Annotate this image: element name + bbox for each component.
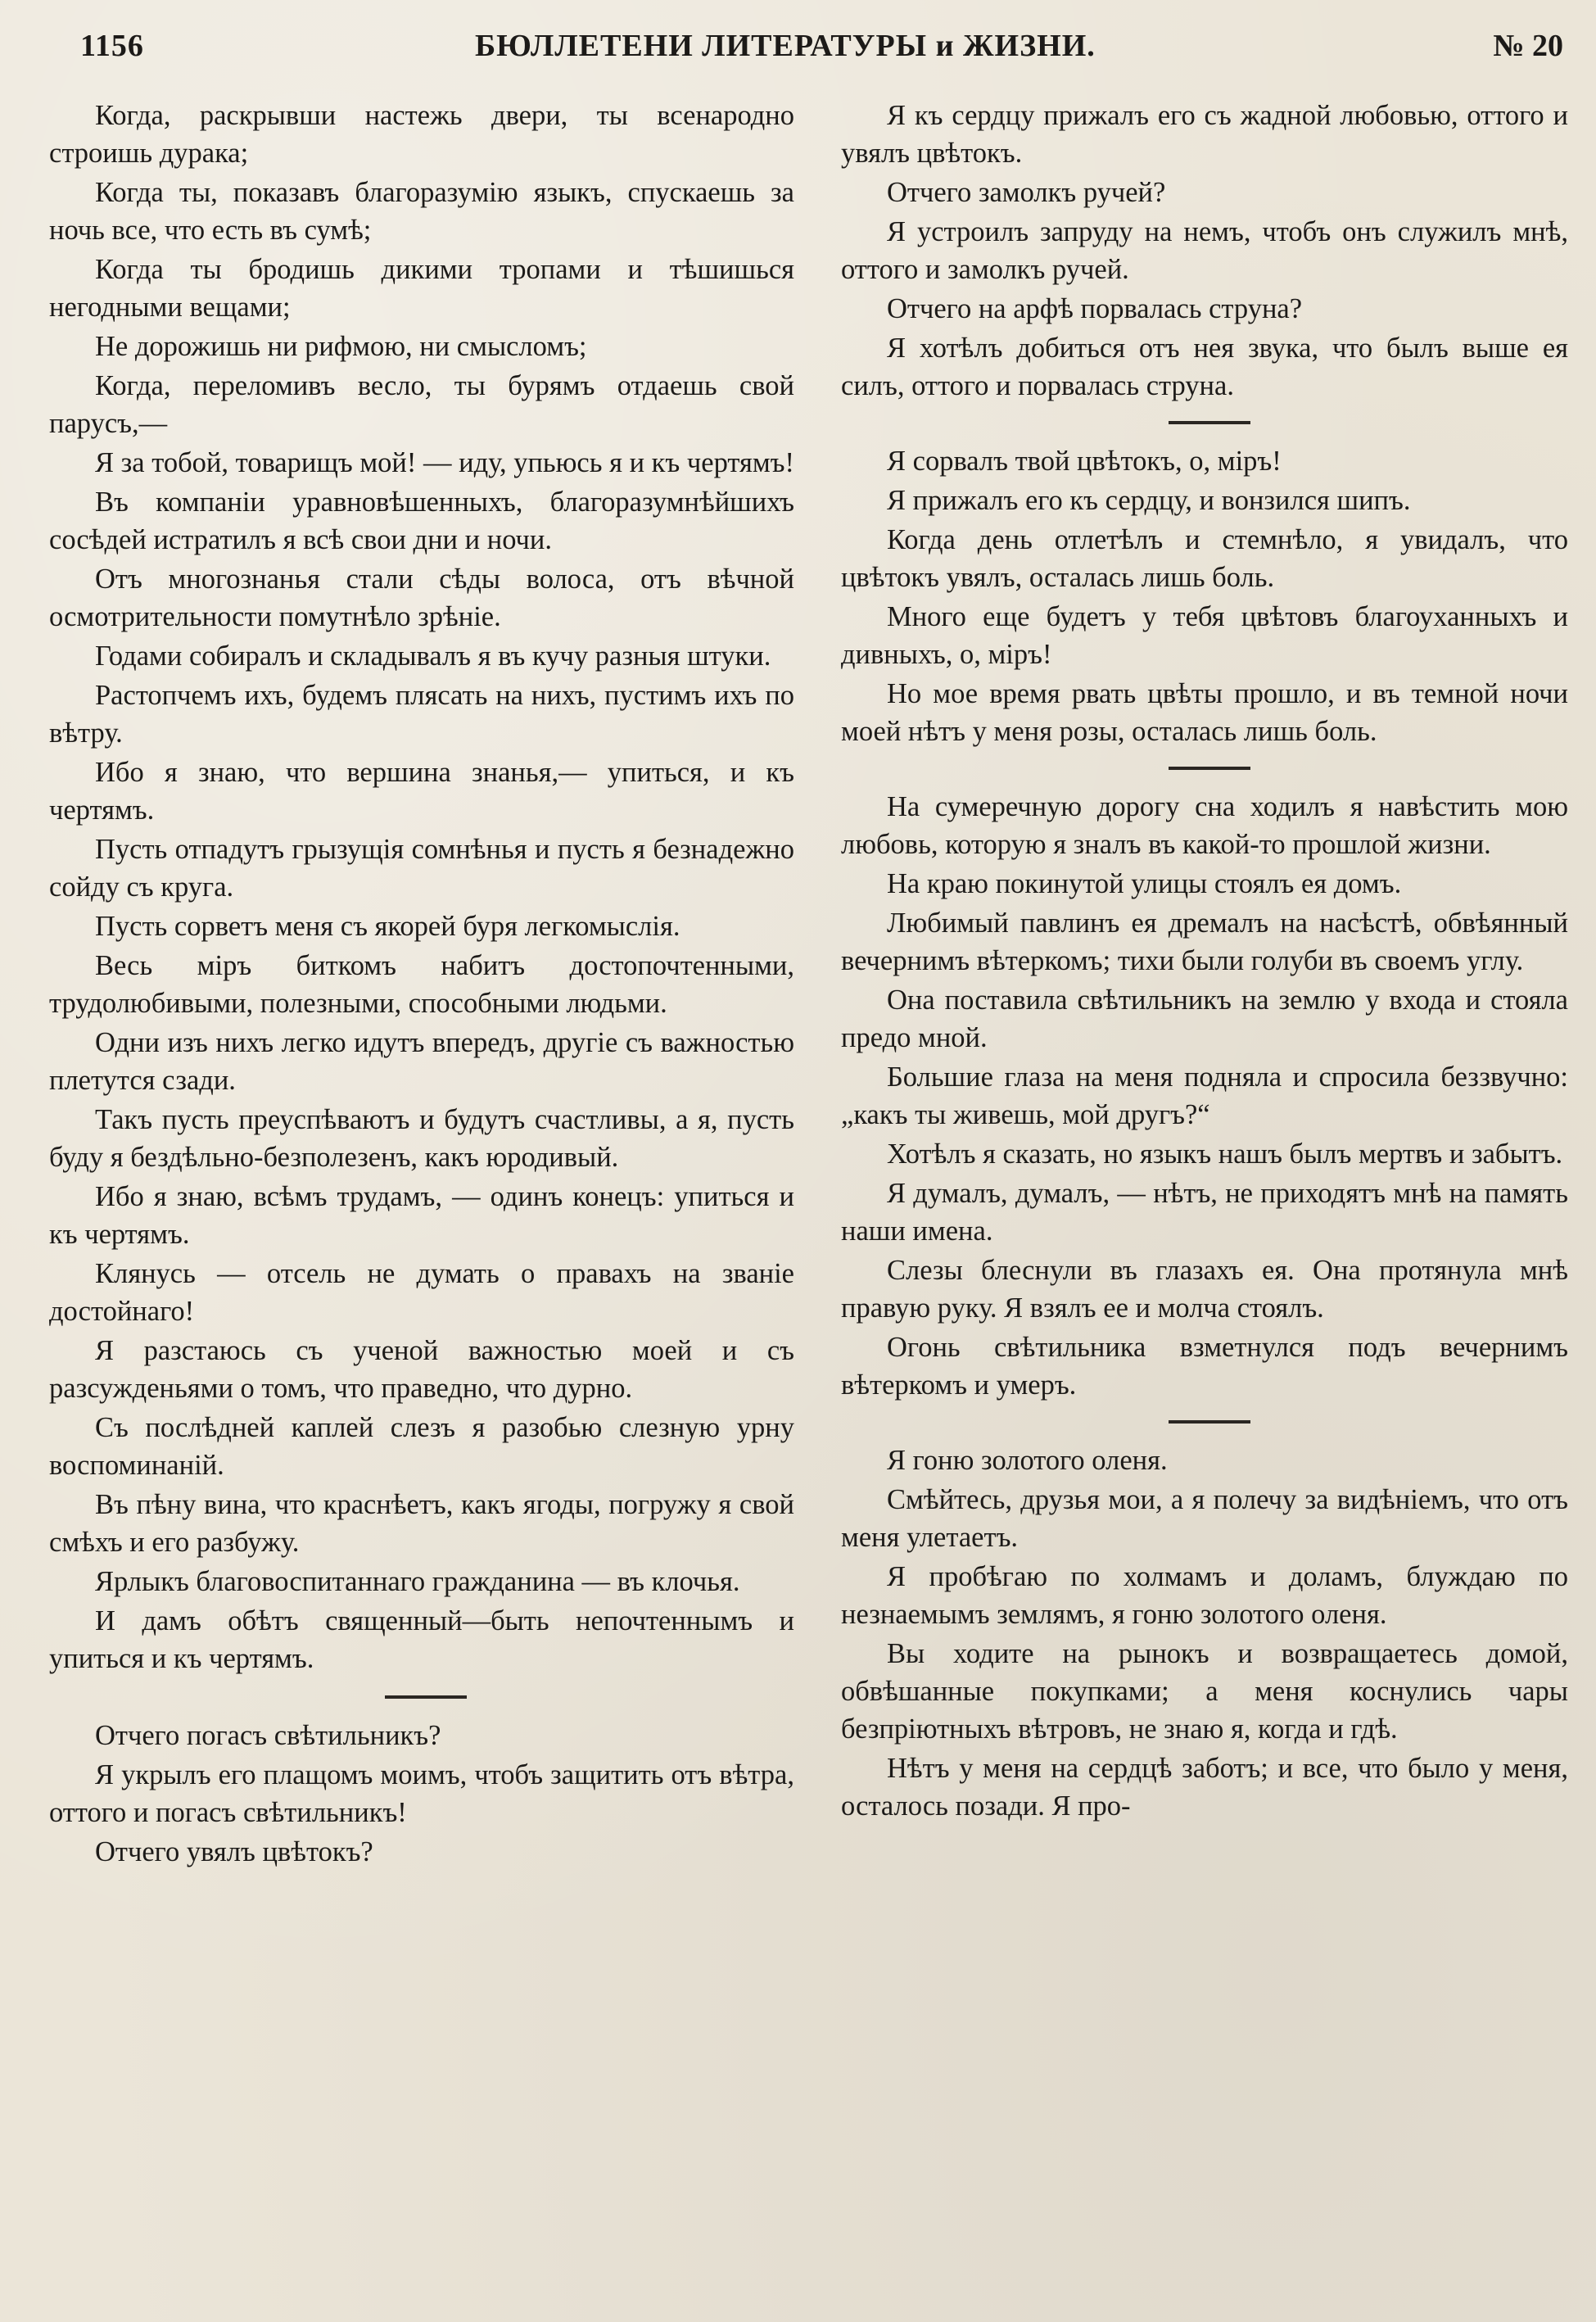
- right-column-section-1: [841, 97, 1568, 405]
- paragraph: Въ пѣну вина, что краснѣетъ, какъ ягоды, погружу я свой смѣхъ и его разбужу.: [49, 1489, 794, 1558]
- paragraph: Когда, раскрывши настежь двери, ты всенародно строишь дурака;: [49, 100, 794, 169]
- section-separator: [1169, 1420, 1250, 1424]
- paragraph: Я къ сердцу прижалъ его съ жадной любовью, оттого и увялъ цвѣтокъ.: [841, 100, 1568, 169]
- paragraph: Огонь свѣтильника взметнулся подъ вечернимъ вѣтеркомъ и умеръ.: [841, 1332, 1568, 1401]
- paragraph: Я устроилъ запруду на немъ, чтобъ онъ служилъ мнѣ, оттого и замолкъ ручей.: [841, 216, 1568, 285]
- paragraph: Когда ты бродишь дикими тропами и тѣшишься негодными вещами;: [49, 254, 794, 323]
- paragraph: Растопчемъ ихъ, будемъ плясать на нихъ, пустимъ ихъ по вѣтру.: [49, 680, 794, 749]
- section-separator: [1169, 767, 1250, 770]
- paragraph: Любимый павлинъ ея дремалъ на насѣстѣ, обвѣянный вечернимъ вѣтеркомъ; тихи были голуби въ своемъ углу.: [841, 908, 1568, 976]
- paragraph: Ибо я знаю, всѣмъ трудамъ, — одинъ конецъ: упиться и къ чертямъ.: [49, 1181, 794, 1250]
- paragraph: Когда день отлетѣлъ и стемнѣло, я увидалъ, что цвѣтокъ увялъ, осталась лишь боль.: [841, 524, 1568, 593]
- paragraph: Когда ты, показавъ благоразумію языкъ, спускаешь за ночь все, что есть въ сумѣ;: [49, 177, 794, 246]
- paragraph: Пусть сорветъ меня съ якорей буря легкомыслія.: [95, 911, 680, 942]
- right-column: [841, 97, 1568, 1826]
- paragraph: Клянусь — отсель не думать о правахъ на званіе достойнаго!: [49, 1258, 794, 1327]
- paragraph: Отчего увялъ цвѣтокъ?: [95, 1836, 373, 1867]
- left-column: [49, 97, 794, 1872]
- paragraph: Когда, переломивъ весло, ты бурямъ отдаешь свой парусъ,—: [49, 370, 794, 439]
- right-column-section-3: [841, 788, 1568, 1404]
- page-number: 1156: [80, 29, 144, 63]
- section-separator: [1169, 421, 1250, 424]
- paragraph: И дамъ обѣтъ священный—быть непочтеннымъ и упиться и къ чертямъ.: [49, 1605, 794, 1674]
- page-header: [74, 21, 1563, 79]
- paragraph: Я сорвалъ твой цвѣтокъ, о, міръ!: [887, 446, 1282, 477]
- paragraph: Много еще будетъ у тебя цвѣтовъ благоуханныхъ и дивныхъ, о, міръ!: [841, 601, 1568, 670]
- paragraph: Въ компаніи уравновѣшенныхъ, благоразумнѣйшихъ сосѣдей истратилъ я всѣ свои дни и ночи.: [49, 487, 794, 555]
- paragraph: Весь міръ биткомъ набитъ достопочтенными, трудолюбивыми, полезными, способными людьми.: [49, 950, 794, 1019]
- paragraph: Годами собиралъ и складывалъ я въ кучу разныя штуки.: [95, 640, 771, 672]
- paragraph: Я думалъ, думалъ, — нѣтъ, не приходятъ мнѣ на память наши имена.: [841, 1178, 1568, 1247]
- paragraph: Я гоню золотого оленя.: [887, 1445, 1168, 1476]
- paragraph: На краю покинутой улицы стоялъ ея домъ.: [887, 868, 1402, 899]
- paragraph: Пусть отпадутъ грызущія сомнѣнья и пусть я безнадежно сойду съ круга.: [49, 834, 794, 903]
- paragraph: Большие глаза на меня подняла и спросила беззвучно: „какъ ты живешь, мой другъ?“: [841, 1061, 1568, 1130]
- paragraph: Я хотѣлъ добиться отъ нея звука, что былъ выше ея силъ, оттого и порвалась струна.: [841, 333, 1568, 401]
- left-column-poem: [49, 97, 794, 1677]
- paragraph: Я пробѣгаю по холмамъ и доламъ, блуждаю по незнаемымъ землямъ, я гоню золотого оленя.: [841, 1561, 1568, 1630]
- paragraph: Одни изъ нихъ легко идутъ впередъ, другіе съ важностью плетутся сзади.: [49, 1027, 794, 1096]
- paragraph: Смѣйтесь, друзья мои, а я полечу за видѣніемъ, что отъ меня улетаетъ.: [841, 1484, 1568, 1553]
- paragraph: На сумеречную дорогу сна ходилъ я навѣстить мою любовь, которую я зналъ въ какой-то прошлой жизни.: [841, 791, 1568, 860]
- paragraph: Не дорожишь ни рифмою, ни смысломъ;: [95, 331, 587, 362]
- paragraph: Ярлыкъ благовоспитаннаго гражданина — въ клочья.: [95, 1566, 740, 1597]
- paragraph: Хотѣлъ я сказать, но языкъ нашъ былъ мертвъ и забытъ.: [887, 1138, 1563, 1170]
- paragraph: Нѣтъ у меня на сердцѣ заботъ; и все, что было у меня, осталось позади. Я про-: [841, 1753, 1568, 1822]
- issue-number: № 20: [1493, 29, 1563, 63]
- right-column-section-2: [841, 442, 1568, 750]
- paragraph: Я прижалъ его къ сердцу, и вонзился шипъ.: [887, 485, 1411, 516]
- paragraph: Но мое время рвать цвѣты прошло, и въ темной ночи моей нѣтъ у меня розы, осталась лишь боль.: [841, 678, 1568, 747]
- paragraph: Отчего на арфѣ порвалась струна?: [887, 293, 1303, 324]
- right-column-section-4: [841, 1442, 1568, 1825]
- paragraph: Слезы блеснули въ глазахъ ея. Она протянула мнѣ правую руку. Я взялъ ее и молча стоялъ.: [841, 1255, 1568, 1324]
- paragraph: Такъ пусть преуспѣваютъ и будутъ счастливы, а я, пусть буду я бездѣльно-безполезенъ, какъ юродивый.: [49, 1104, 794, 1173]
- paragraph: Вы ходите на рынокъ и возвращаетесь домой, обвѣшанные покупками; а меня коснулись чары безпріютныхъ вѣтровъ, не знаю я, когда и гдѣ.: [841, 1638, 1568, 1745]
- left-column-poem-next: [49, 1717, 794, 1871]
- paragraph: Отчего замолкъ ручей?: [887, 177, 1166, 208]
- paragraph: Отъ многознанья стали сѣды волоса, отъ вѣчной осмотрительности помутнѣло зрѣніе.: [49, 564, 794, 632]
- journal-title: БЮЛЛЕТЕНИ ЛИТЕРАТУРЫ и ЖИЗНИ.: [475, 29, 1096, 63]
- paragraph: Ибо я знаю, что вершина знанья,— упиться, и къ чертямъ.: [49, 757, 794, 826]
- paragraph: Я разстаюсь съ ученой важностью моей и съ разсужденьями о томъ, что праведно, что дурно.: [49, 1335, 794, 1404]
- paragraph: Я за тобой, товарищъ мой! — иду, упьюсь я и къ чертямъ!: [95, 447, 795, 478]
- paragraph: Отчего погасъ свѣтильникъ?: [95, 1720, 441, 1751]
- paragraph: Она поставила свѣтильникъ на землю у входа и стояла предо мной.: [841, 984, 1568, 1053]
- section-separator: [385, 1695, 467, 1699]
- paragraph: Я укрылъ его плащомъ моимъ, чтобъ защитить отъ вѣтра, оттого и погасъ свѣтильникъ!: [49, 1759, 794, 1828]
- paragraph: Съ послѣдней каплей слезъ я разобью слезную урну воспоминаній.: [49, 1412, 794, 1481]
